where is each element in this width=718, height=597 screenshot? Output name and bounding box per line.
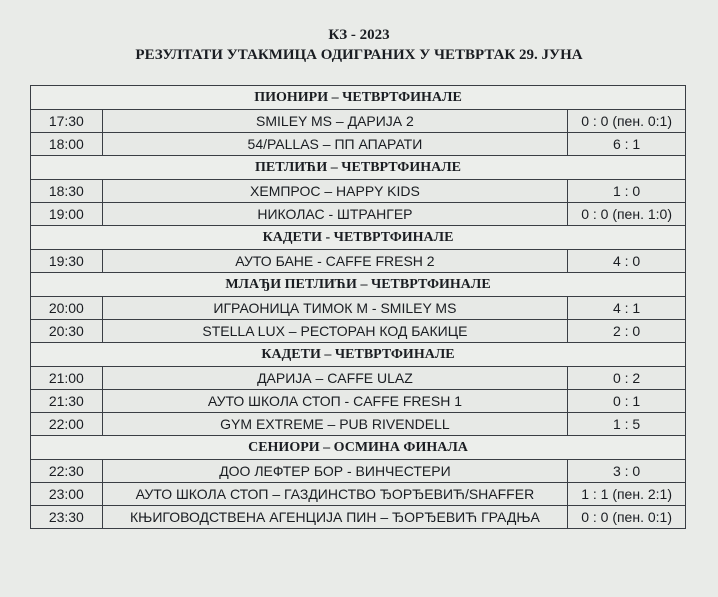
match-teams: 54/PALLAS – ПП АПАРАТИ — [102, 133, 567, 156]
match-time: 22:30 — [31, 460, 103, 483]
match-time: 18:00 — [31, 133, 103, 156]
match-score: 4 : 0 — [568, 250, 686, 273]
section-title: ПЕТЛИЋИ – ЧЕТВРТФИНАЛЕ — [31, 156, 686, 180]
match-score: 2 : 0 — [568, 320, 686, 343]
results-table-body — [31, 86, 686, 529]
section-header-row — [31, 436, 686, 460]
match-teams: АУТО БАНЕ - CAFFE FRESH 2 — [102, 250, 567, 273]
match-teams: ИГРАОНИЦА ТИМОК М - SMILEY MS — [102, 297, 567, 320]
match-score: 3 : 0 — [568, 460, 686, 483]
match-time: 19:30 — [31, 250, 103, 273]
section-title: КАДЕТИ – ЧЕТВРТФИНАЛЕ — [31, 343, 686, 367]
table-row — [31, 506, 686, 529]
table-row — [31, 460, 686, 483]
match-teams: STELLA LUX – РЕСТОРАН КОД БАКИЦЕ — [102, 320, 567, 343]
section-header-row — [31, 343, 686, 367]
section-header-row — [31, 86, 686, 110]
match-score: 0 : 0 (пен. 1:0) — [568, 203, 686, 226]
section-header-row — [31, 226, 686, 250]
document-title: КЗ - 2023 — [328, 27, 390, 43]
table-row — [31, 110, 686, 133]
match-time: 20:30 — [31, 320, 103, 343]
match-score: 4 : 1 — [568, 297, 686, 320]
match-score: 0 : 0 (пен. 0:1) — [568, 110, 686, 133]
match-teams: GYM EXTREME – PUB RIVENDELL — [102, 413, 567, 436]
match-time: 22:00 — [31, 413, 103, 436]
table-row — [31, 250, 686, 273]
table-row — [31, 320, 686, 343]
section-title: ПИОНИРИ – ЧЕТВРТФИНАЛЕ — [31, 86, 686, 110]
table-row — [31, 483, 686, 506]
table-row — [31, 390, 686, 413]
match-teams: НИКОЛАС - ШТРАНГЕР — [102, 203, 567, 226]
match-time: 18:30 — [31, 180, 103, 203]
section-header-row — [31, 273, 686, 297]
table-row — [31, 180, 686, 203]
match-teams: ХЕМПРОС – HAPPY KIDS — [102, 180, 567, 203]
match-teams: КЊИГОВОДСТВЕНА АГЕНЦИЈА ПИН – ЂОРЂЕВИЋ ГРАДЊА — [102, 506, 567, 529]
match-score: 1 : 0 — [568, 180, 686, 203]
match-time: 23:00 — [31, 483, 103, 506]
match-teams: АУТО ШКОЛА СТОП - CAFFE FRESH 1 — [102, 390, 567, 413]
match-score: 6 : 1 — [568, 133, 686, 156]
match-time: 21:30 — [31, 390, 103, 413]
match-time: 19:00 — [31, 203, 103, 226]
match-time: 17:30 — [31, 110, 103, 133]
match-score: 0 : 1 — [568, 390, 686, 413]
section-header-row — [31, 156, 686, 180]
match-time: 23:30 — [31, 506, 103, 529]
match-teams: ДАРИЈА – CAFFE ULAZ — [102, 367, 567, 390]
results-table — [30, 85, 686, 529]
section-title: КАДЕТИ - ЧЕТВРТФИНАЛЕ — [31, 226, 686, 250]
table-row — [31, 367, 686, 390]
match-teams: ДОО ЛЕФТЕР БОР - ВИНЧЕСТЕРИ — [102, 460, 567, 483]
section-title: МЛАЂИ ПЕТЛИЋИ – ЧЕТВРТФИНАЛЕ — [31, 273, 686, 297]
table-row — [31, 203, 686, 226]
match-teams: SMILEY MS – ДАРИЈА 2 — [102, 110, 567, 133]
match-score: 0 : 0 (пен. 0:1) — [568, 506, 686, 529]
match-time: 20:00 — [31, 297, 103, 320]
match-teams: АУТО ШКОЛА СТОП – ГАЗДИНСТВО ЂОРЂЕВИЋ/SHAFFER — [102, 483, 567, 506]
match-score: 1 : 1 (пен. 2:1) — [568, 483, 686, 506]
match-score: 0 : 2 — [568, 367, 686, 390]
table-row — [31, 297, 686, 320]
document-subtitle: РЕЗУЛТАТИ УТАКМИЦА ОДИГРАНИХ У ЧЕТВРТАК 29. ЈУНА — [135, 47, 583, 63]
match-time: 21:00 — [31, 367, 103, 390]
table-row — [31, 133, 686, 156]
match-score: 1 : 5 — [568, 413, 686, 436]
table-row — [31, 413, 686, 436]
section-title: СЕНИОРИ – ОСМИНА ФИНАЛА — [31, 436, 686, 460]
